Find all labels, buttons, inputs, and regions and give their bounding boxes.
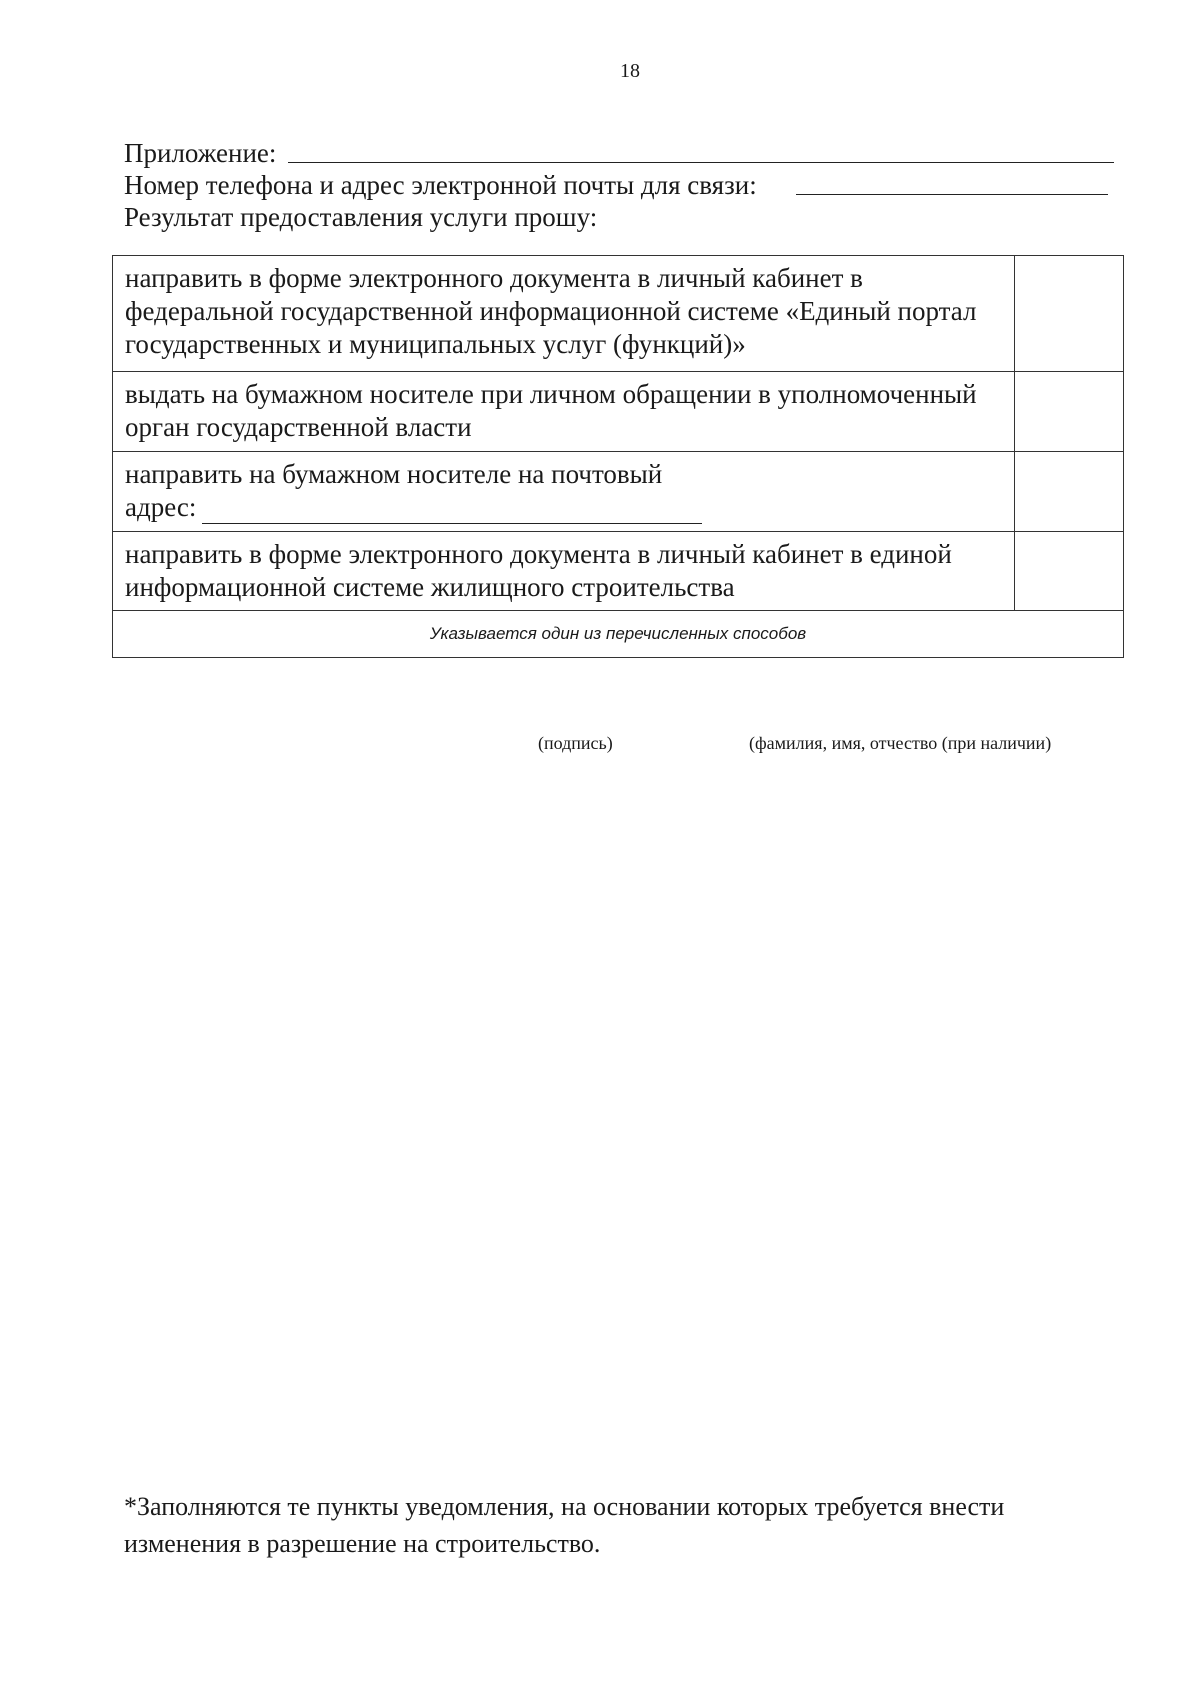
options-note: Указывается один из перечисленных способов — [113, 611, 1124, 658]
option-row — [113, 256, 1124, 372]
option-text-1: направить в форме электронного документа в личный кабинет в федеральной государственной информационной системе «Единый портал государственных и муниципальных услуг (функций)» — [113, 256, 1015, 372]
address-row — [125, 491, 1008, 524]
contact-blank-line[interactable] — [796, 168, 1108, 195]
option-checkbox-3[interactable] — [1014, 452, 1123, 532]
option-cell-3 — [113, 452, 1015, 532]
contact-field — [124, 168, 757, 202]
address-label: адрес: — [125, 492, 197, 522]
option-row — [113, 532, 1124, 611]
option-checkbox-2[interactable] — [1014, 372, 1123, 452]
note-row — [113, 611, 1124, 658]
delivery-options-table — [112, 255, 1124, 658]
result-request-label: Результат предоставления услуги прошу: — [124, 202, 598, 232]
address-blank-line[interactable] — [202, 493, 702, 524]
attachment-blank-line[interactable] — [288, 136, 1114, 163]
contact-label: Номер телефона и адрес электронной почты для связи: — [124, 170, 757, 200]
result-request-field — [124, 200, 597, 234]
name-caption: (фамилия, имя, отчество (при наличии) — [749, 733, 1052, 753]
option-text-2: выдать на бумажном носителе при личном обращении в уполномоченный орган государственной власти — [113, 372, 1015, 452]
option-checkbox-4[interactable] — [1014, 532, 1123, 611]
option-checkbox-1[interactable] — [1014, 256, 1123, 372]
attachment-field — [124, 136, 276, 170]
footnote: *Заполняются те пункты уведомления, на основании которых требуется внести изменения в разрешение на строительство. — [124, 1492, 1005, 1558]
signature-caption: (подпись) — [538, 733, 613, 753]
option-text-4: направить в форме электронного документа в личный кабинет в единой информационной системе жилищного строительства — [113, 532, 1015, 611]
option-row — [113, 372, 1124, 452]
option-text-3: направить на бумажном носителе на почтовый — [125, 459, 663, 489]
page-number: 18 — [620, 60, 640, 82]
option-row — [113, 452, 1124, 532]
attachment-label: Приложение: — [124, 138, 277, 168]
